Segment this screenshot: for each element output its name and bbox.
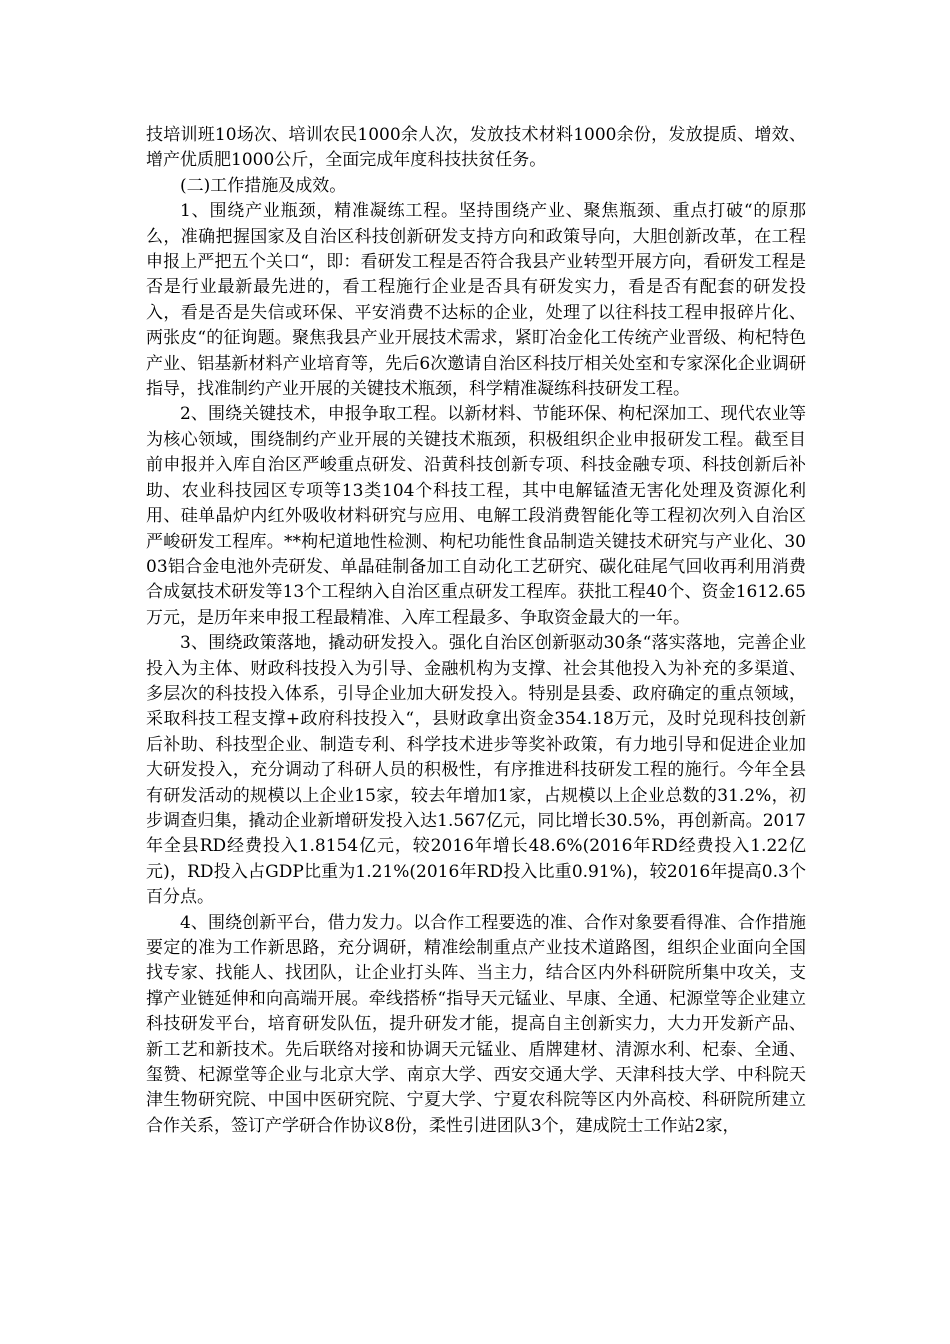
paragraph-item-4: 4、围绕创新平台，借力发力。以合作工程要选的准、合作对象要看得准、合作措施要定的准为工作新思路，充分调研，精准绘制重点产业技术道路图，组织企业面向全国找专家、找能人、找团队，让企业打头阵、当主力，结合区内外科研院所集中攻关，支撑产业链延伸和向高端开展。牵线搭桥“指导天元锰业、早康、全通、杞源堂等企业建立科技研发平台，培育研发队伍，提升研发才能，提高自主创新实力，大力开发新产品、新工艺和新技术。先后联络对接和协调天元锰业、盾牌建材、清源水利、杞泰、全通、玺赞、杞源堂等企业与北京大学、南京大学、西安交通大学、天津科技大学、中科院天津生物研究院、中国中医研究院、宁夏大学、宁夏农科院等区内外高校、科研院所建立合作关系，签订产学研合作协议8份，柔性引进团队3个，建成院士工作站2家， (146, 912, 806, 1136)
paragraph-item-3: 3、围绕政策落地，撬动研发投入。强化自治区创新驱动30条“落实落地，完善企业投入为主体、财政科技投入为引导、金融机构为支撑、社会其他投入为补充的多渠道、多层次的科技投入体系，引导企业加大研发投入。特别是县委、政府确定的重点领域，采取科技工程支撑+政府科技投入“，县财政拿出资金354.18万元，及时兑现科技创新后补助、科技型企业、制造专利、科学技术进步等奖补政策，有力地引导和促进企业加大研发投入，充分调动了科研人员的积极性，有序推进科技研发工程的施行。今年全县有研发活动的规模以上企业15家，较去年增加1家，占规模以上企业总数的31.2%，初步调查归集，撬动企业新增研发投入达1.567亿元，同比增长30.5%，再创新高。2017年全县RD经费投入1.8154亿元，较2016年增长48.6%(2016年RD经费投入1.22亿元)，RD投入占GDP比重为1.21%(2016年RD投入比重0.91%)，较2016年提高0.3个百分点。 (146, 633, 806, 908)
paragraph-continuation: 技培训班10场次、培训农民1000余人次，发放技术材料1000余份，发放提质、增效、增产优质肥1000公斤，全面完成年度科技扶贫任务。 (146, 125, 806, 171)
paragraph-item-2: 2、围绕关键技术，申报争取工程。以新材料、节能环保、枸杞深加工、现代农业等为核心领域，围绕制约产业开展的关键技术瓶颈，积极组织企业申报研发工程。截至目前申报并入库自治区严峻重点研发、沿黄科技创新专项、科技金融专项、科技创新后补助、农业科技园区专项等13类104个科技工程，其中电解锰渣无害化处理及资源化利用、硅单晶炉内红外吸收材料研究与应用、电解工段消费智能化等工程初次列入自治区严峻研发工程库。**枸杞道地性检测、枸杞功能性食品制造关键技术研究与产业化、3003铝合金电池外壳研发、单晶硅制备加工自动化工艺研究、碳化硅尾气回收再利用消费合成氨技术研发等13个工程纳入自治区重点研发工程库。获批工程40个、资金1612.65万元，是历年来申报工程最精准、入库工程最多、争取资金最大的一年。 (146, 404, 806, 628)
paragraph-item-1: 1、围绕产业瓶颈，精准凝练工程。坚持围绕产业、聚焦瓶颈、重点打破“的原那么，准确把握国家及自治区科技创新研发支持方向和政策导向，大胆创新改革，在工程申报上严把五个关口“，即：看研发工程是否符合我县产业转型开展方向，看研发工程是否是行业最新最先进的，看工程施行企业是否具有研发实力，看是否有配套的研发投入，看是否是失信或环保、平安消费不达标的企业，处理了以往科技工程申报碎片化、两张皮“的征询题。聚焦我县产业开展技术需求，紧盯冶金化工传统产业晋级、枸杞特色产业、铝基新材料产业培育等，先后6次邀请自治区科技厅相关处室和专家深化企业调研指导，找准制约产业开展的关键技术瓶颈，科学精准凝练科技研发工程。 (146, 201, 806, 400)
document-body (146, 123, 806, 1139)
section-heading: (二)工作措施及成效。 (180, 175, 347, 196)
